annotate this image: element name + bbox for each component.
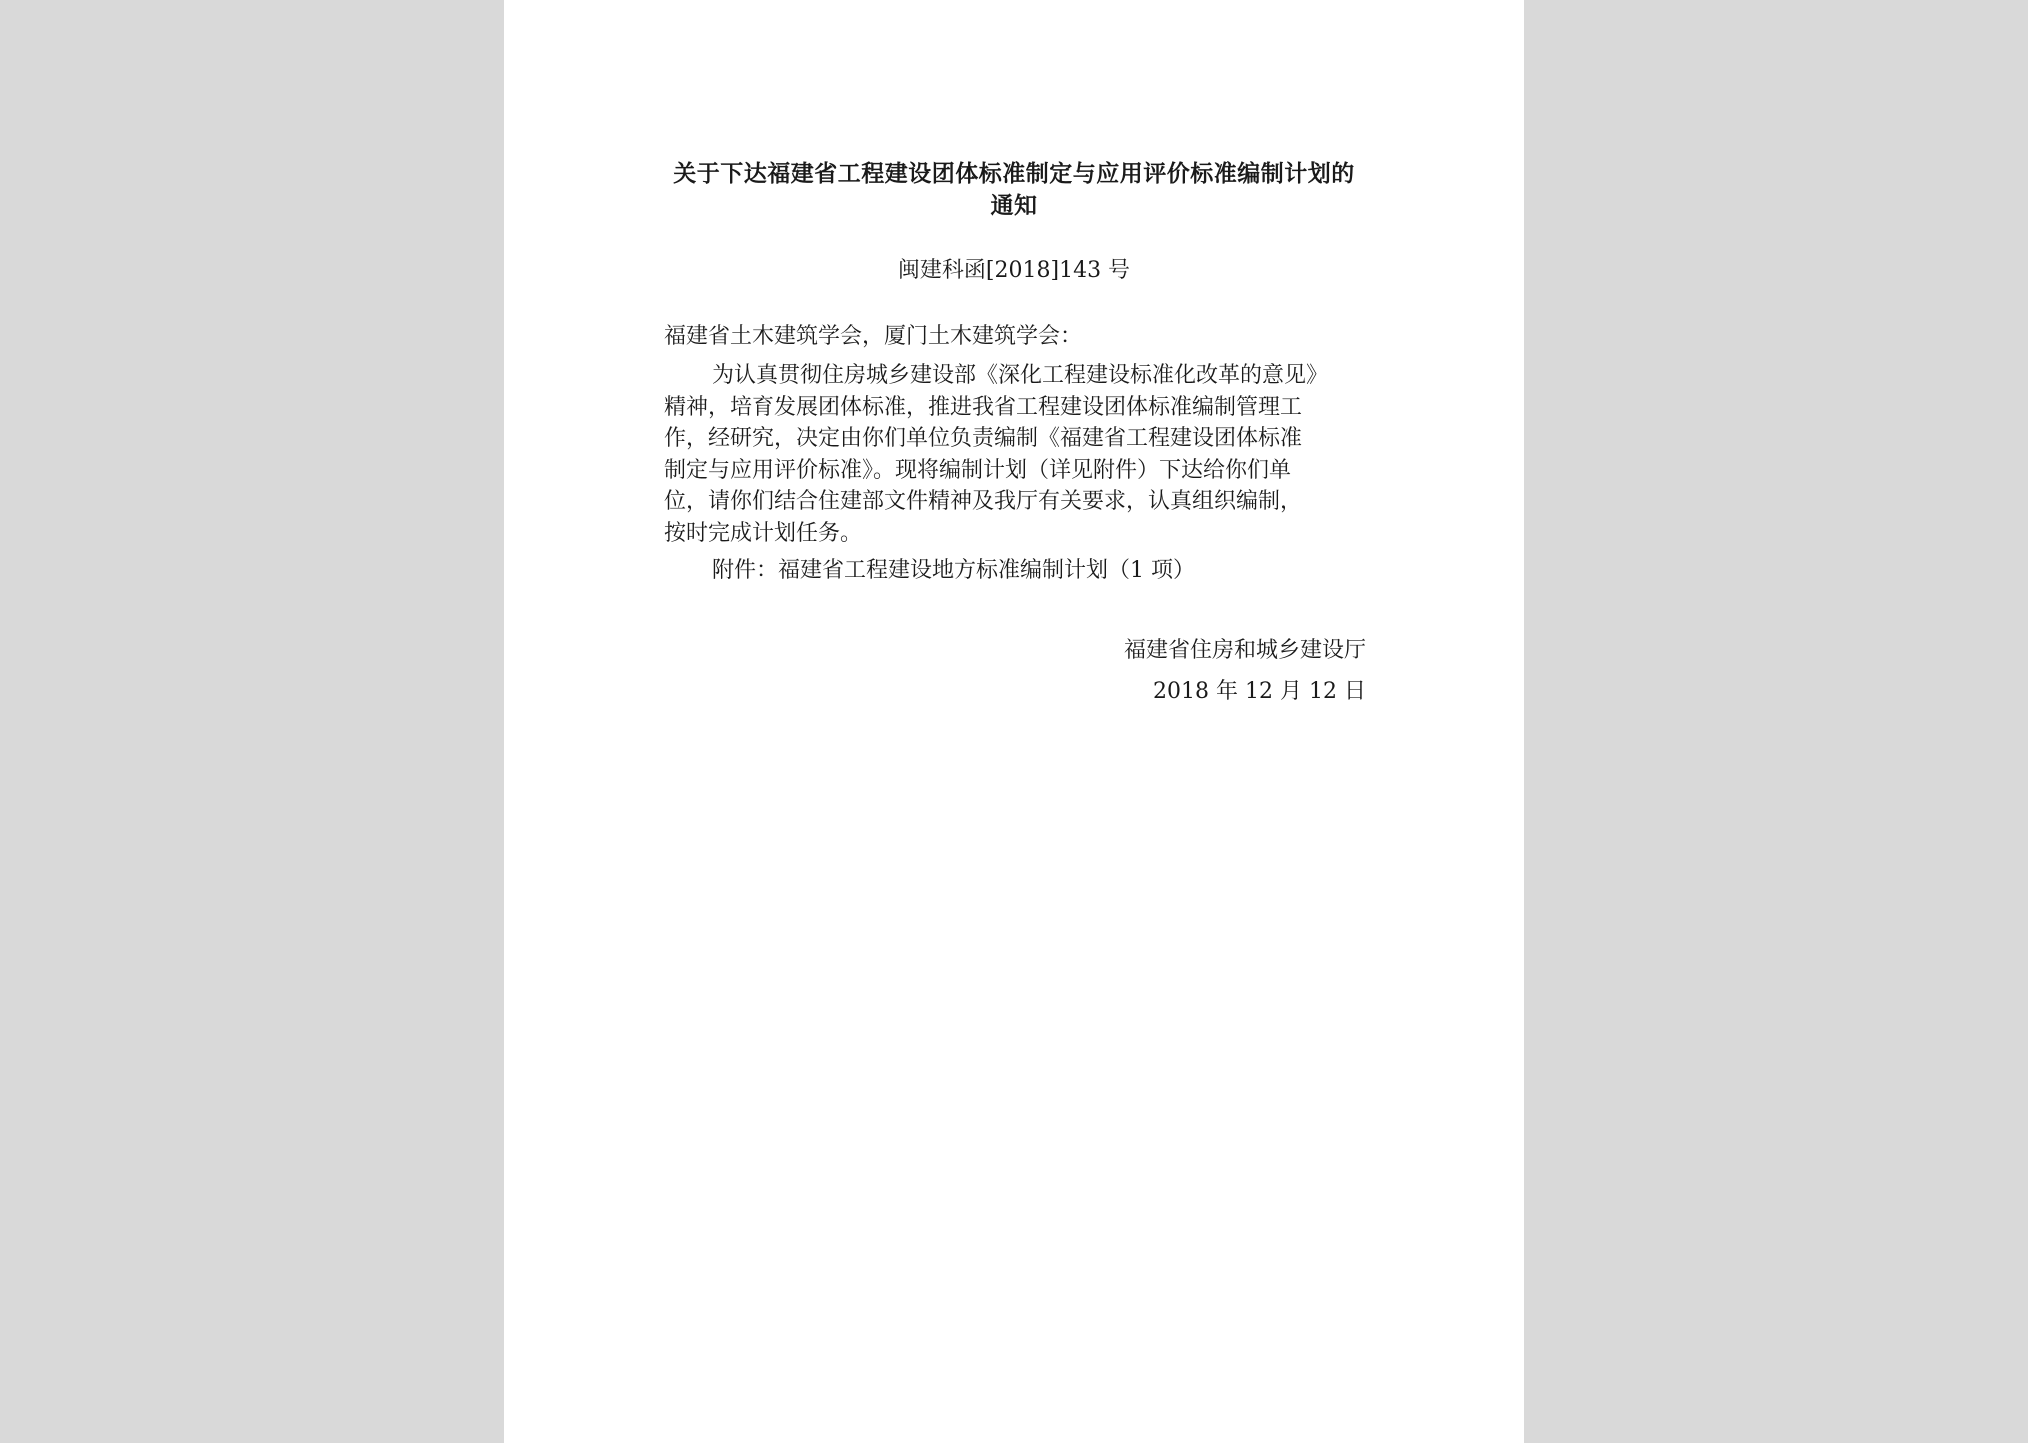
signature-organization: 福建省住房和城乡建设厅	[1123, 638, 1366, 663]
body-line: 为认真贯彻住房城乡建设部《深化工程建设标准化改革的意见》	[712, 363, 1329, 388]
attachment-note: 附件：福建省工程建设地方标准编制计划（1 项）	[712, 558, 1195, 583]
document-number: 闽建科函[2018]143 号	[897, 258, 1131, 283]
title-line-1: 关于下达福建省工程建设团体标准制定与应用评价标准编制计划的	[673, 161, 1355, 187]
body-line: 按时完成计划任务。	[664, 520, 863, 546]
body-line: 作，经研究，决定由你们单位负责编制《福建省工程建设团体标准	[664, 426, 1303, 451]
document-page	[504, 0, 1524, 1443]
body-line: 位，请你们结合住建部文件精神及我厅有关要求，认真组织编制，	[664, 489, 1303, 514]
document-title	[664, 158, 1364, 222]
body-line: 制定与应用评价标准》。现将编制计划（详见附件）下达给你们单	[664, 457, 1292, 483]
body-line: 精神，培育发展团体标准，推进我省工程建设团体标准编制管理工	[664, 394, 1303, 420]
body-paragraph	[664, 360, 1364, 549]
salutation: 福建省土木建筑学会，厦门土木建筑学会：	[664, 324, 1083, 349]
title-line-2: 通知	[990, 193, 1038, 219]
signature-date: 2018 年 12 月 12 日	[1153, 679, 1366, 704]
